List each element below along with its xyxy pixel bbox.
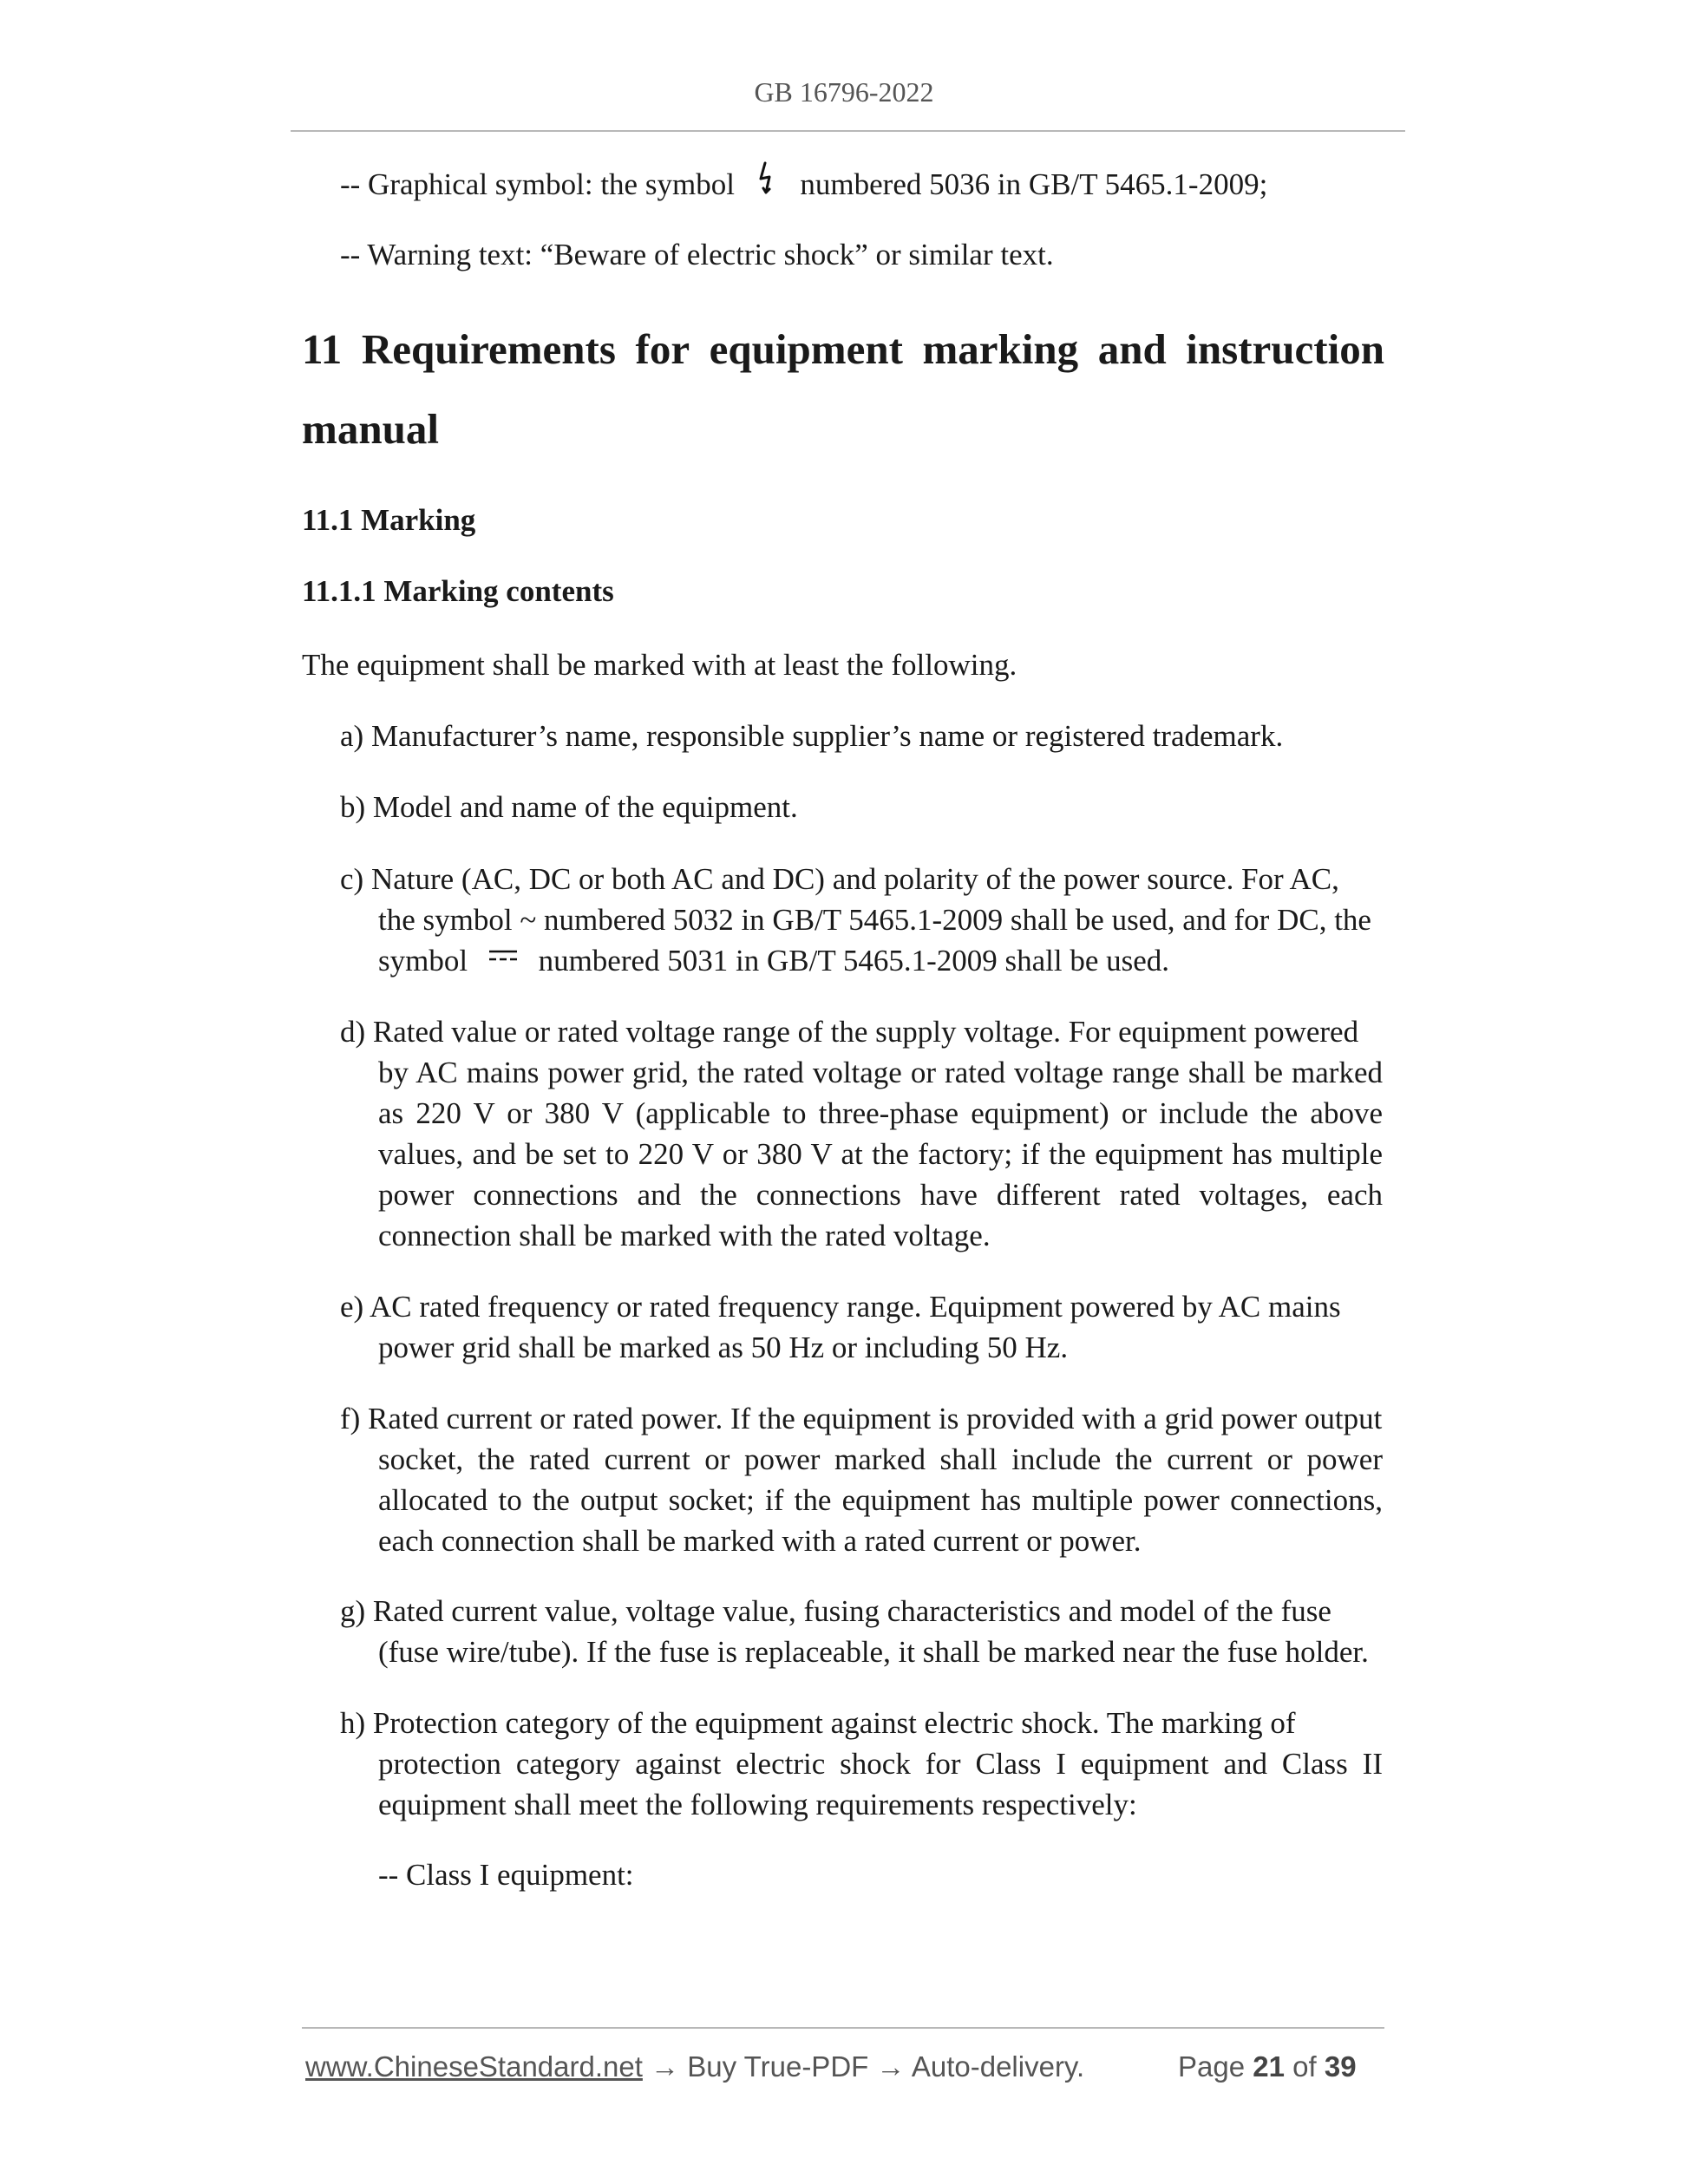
arrow-icon: → (876, 2050, 906, 2083)
class-i-equipment-line: -- Class I equipment: (378, 1858, 634, 1892)
heading-word: marking (922, 325, 1079, 373)
list-item-e-line1: e) AC rated frequency or rated frequency range. Equipment powered by AC mains (340, 1290, 1341, 1324)
heading-word: and (1097, 325, 1167, 373)
list-item-f (340, 1398, 1383, 1561)
list-item-g-line1: g) Rated current value, voltage value, fusing characteristics and model of the fuse (340, 1594, 1331, 1628)
list-item-e (340, 1286, 1383, 1368)
section-heading-line (302, 324, 1384, 376)
list-item-b: b) Model and name of the equipment. (340, 790, 798, 824)
lightning-bolt-icon (753, 161, 782, 196)
heading-word: instruction (1186, 325, 1384, 373)
heading-word: equipment (709, 325, 903, 373)
of-label: of (1292, 2050, 1317, 2083)
list-item-g (340, 1591, 1383, 1672)
section-heading (302, 324, 1384, 455)
list-item-h-continuation: protection category against electric shock for Class I equipment and Class II equipment shall meet the following requirements respectively: (378, 1747, 1383, 1821)
section-heading-tail: manual (302, 405, 439, 453)
dc-symbol-reference: numbered 5031 in GB/T 5465.1-2009 shall be used. (538, 944, 1170, 978)
dc-current-icon (484, 946, 522, 967)
arrow-icon: → (651, 2050, 680, 2083)
list-item-d-line1: d) Rated value or rated voltage range of the supply voltage. For equipment powered (340, 1015, 1359, 1049)
footer-promo (305, 2050, 1084, 2083)
graphical-symbol-line (340, 161, 1267, 205)
page-indicator (1178, 2050, 1357, 2083)
list-item-d-continuation: by AC mains power grid, the rated voltage or rated voltage range shall be marked as 220 V or 380 V (applicable to three-phase equipment) or include the above values, and be set to 220 V or 380 V at the factory; if the equipment has multiple power connections and the connections have different rated voltages, each connection shall be marked with the rated voltage. (378, 1056, 1383, 1252)
heading-word: 11 (302, 325, 343, 373)
page-label: Page (1178, 2050, 1246, 2083)
list-item-d (340, 1011, 1383, 1256)
list-item-e-continuation: power grid shall be marked as 50 Hz or including 50 Hz. (378, 1331, 1069, 1364)
list-item-h (340, 1703, 1383, 1825)
footer-divider (302, 2027, 1384, 2029)
graphical-symbol-text: -- Graphical symbol: the symbol (340, 167, 735, 201)
heading-word: for (635, 325, 690, 373)
heading-word: Requirements (361, 325, 616, 373)
graphical-symbol-reference: numbered 5036 in GB/T 5465.1-2009; (800, 167, 1268, 201)
page-number: 21 (1253, 2050, 1285, 2083)
list-item-g-continuation: (fuse wire/tube). If the fuse is replaceable, it shall be marked near the fuse holder. (378, 1635, 1369, 1669)
list-item-f-line1: f) Rated current or rated power. If the equipment is provided with a grid power output (340, 1402, 1383, 1435)
subsubsection-heading: 11.1.1 Marking contents (302, 574, 614, 608)
auto-delivery-text: Auto-delivery. (911, 2050, 1085, 2083)
list-item-c-line3 (340, 940, 1383, 981)
header-divider (291, 130, 1405, 132)
list-item-c-line2: the symbol ~ numbered 5032 in GB/T 5465.1-2009 shall be used, and for DC, the (378, 903, 1371, 937)
list-item-f-continuation: socket, the rated current or power marked shall include the current or power allocated to the output socket; if the equipment has multiple power connections, each connection shall be marked with a rated current or power. (378, 1442, 1383, 1558)
list-item-h-line1: h) Protection category of the equipment against electric shock. The marking of (340, 1706, 1296, 1740)
lead-paragraph: The equipment shall be marked with at least the following. (302, 648, 1017, 682)
dc-symbol-prefix: symbol (378, 944, 468, 978)
site-link[interactable]: www.ChineseStandard.net (305, 2050, 643, 2083)
list-item-c (340, 859, 1383, 981)
total-pages: 39 (1324, 2050, 1357, 2083)
buy-true-pdf-link[interactable]: Buy True-PDF (687, 2050, 869, 2083)
subsection-heading: 11.1 Marking (302, 503, 476, 537)
list-item-c-line1: c) Nature (AC, DC or both AC and DC) and polarity of the power source. For AC, (340, 862, 1339, 896)
warning-text-line: -- Warning text: “Beware of electric shock” or similar text. (340, 238, 1054, 271)
list-item-a: a) Manufacturer’s name, responsible supplier’s name or registered trademark. (340, 719, 1284, 753)
document-id-header: GB 16796-2022 (754, 76, 934, 108)
